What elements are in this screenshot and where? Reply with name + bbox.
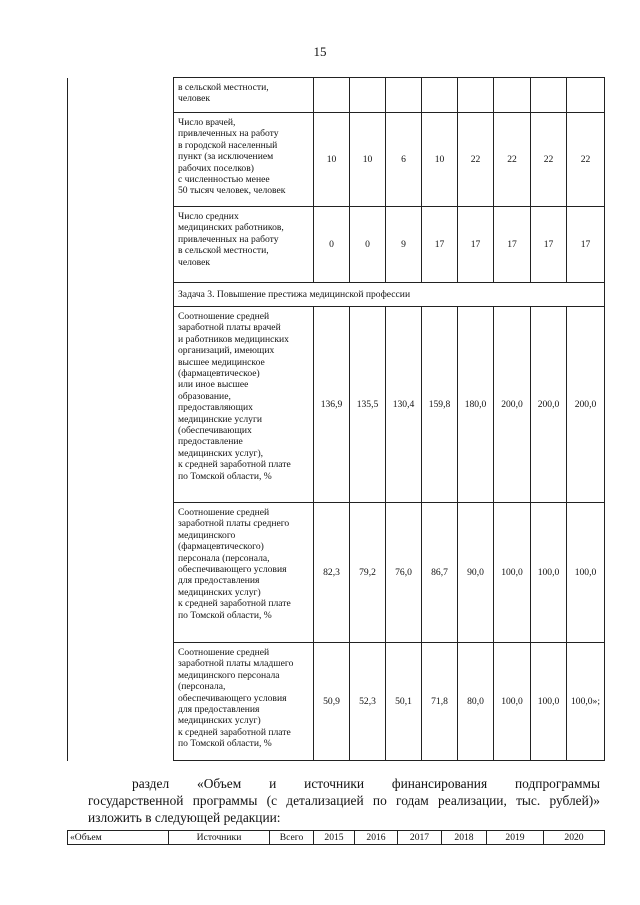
indicator-label: Соотношение средней заработной платы среднего медицинского (фармацевтического) персонала (персонала, обеспечивающего условия для предоставления медицинских услуг) к средней заработной плате по Томской области, % bbox=[174, 503, 314, 643]
indicator-value: 130,4 bbox=[386, 307, 422, 503]
indicator-value: 100,0 bbox=[531, 503, 567, 643]
indicator-value: 200,0 bbox=[567, 307, 605, 503]
indicator-row bbox=[68, 113, 605, 207]
paragraph-line-2 bbox=[88, 792, 600, 809]
blank-cell bbox=[68, 78, 174, 113]
paragraph-word: программы bbox=[192, 793, 258, 808]
paragraph-line-1 bbox=[88, 775, 600, 792]
financing-header-cell: 2016 bbox=[355, 831, 398, 845]
indicator-value: 100,0 bbox=[567, 503, 605, 643]
financing-header-cell: «Объем bbox=[68, 831, 169, 845]
financing-header-cell: 2017 bbox=[398, 831, 442, 845]
financing-header-cell: 2020 bbox=[544, 831, 605, 845]
indicator-value: 79,2 bbox=[350, 503, 386, 643]
blank-cell bbox=[68, 503, 174, 643]
financing-header-cell: 2015 bbox=[314, 831, 355, 845]
paragraph-word: раздел bbox=[132, 776, 170, 791]
indicator-value: 135,5 bbox=[350, 307, 386, 503]
blank-cell bbox=[68, 283, 174, 307]
financing-header-row bbox=[68, 831, 605, 845]
indicators-table bbox=[67, 77, 605, 761]
indicator-value bbox=[458, 78, 494, 113]
indicator-value: 17 bbox=[458, 207, 494, 283]
indicator-value: 136,9 bbox=[314, 307, 350, 503]
indicator-label: Соотношение средней заработной платы младшего медицинского персонала (персонала, обеспечивающего условия для предоставления медицинских услуг) к средней заработной плате по Томской области, % bbox=[174, 643, 314, 761]
paragraph-line-3: изложить в следующей редакции: bbox=[88, 810, 281, 825]
indicator-row bbox=[68, 643, 605, 761]
paragraph-word: и bbox=[269, 776, 277, 791]
paragraph-word: финансирования bbox=[391, 776, 488, 791]
indicator-value: 22 bbox=[494, 113, 531, 207]
indicator-value bbox=[531, 78, 567, 113]
indicator-value: 100,0 bbox=[531, 643, 567, 761]
page-number: 15 bbox=[313, 44, 327, 59]
paragraph-word: рублей)» bbox=[549, 793, 600, 808]
financing-header-cell: Источники bbox=[169, 831, 270, 845]
indicator-value: 200,0 bbox=[494, 307, 531, 503]
financing-header-cell: 2018 bbox=[442, 831, 487, 845]
indicator-value: 17 bbox=[422, 207, 458, 283]
indicator-row bbox=[68, 78, 605, 113]
amendment-paragraph bbox=[88, 775, 600, 826]
indicator-label: в сельской местности, человек bbox=[174, 78, 314, 113]
paragraph-word: (с bbox=[266, 793, 278, 808]
indicator-row bbox=[68, 207, 605, 283]
indicator-row bbox=[68, 307, 605, 503]
indicator-value: 200,0 bbox=[531, 307, 567, 503]
task-row bbox=[68, 283, 605, 307]
indicator-value: 22 bbox=[458, 113, 494, 207]
indicator-value: 159,8 bbox=[422, 307, 458, 503]
indicator-value: 100,0 bbox=[494, 643, 531, 761]
indicator-row bbox=[68, 503, 605, 643]
paragraph-word: годам bbox=[396, 793, 429, 808]
indicator-value: 9 bbox=[386, 207, 422, 283]
indicator-value: 0 bbox=[314, 207, 350, 283]
indicator-value: 10 bbox=[314, 113, 350, 207]
indicator-value bbox=[386, 78, 422, 113]
indicator-value: 80,0 bbox=[458, 643, 494, 761]
indicator-value bbox=[314, 78, 350, 113]
indicator-value: 22 bbox=[567, 113, 605, 207]
indicator-value: 0 bbox=[350, 207, 386, 283]
blank-cell bbox=[68, 643, 174, 761]
indicator-value: 50,9 bbox=[314, 643, 350, 761]
blank-cell bbox=[68, 207, 174, 283]
indicator-value: 90,0 bbox=[458, 503, 494, 643]
blank-cell bbox=[68, 307, 174, 503]
paragraph-word: «Объем bbox=[197, 776, 242, 791]
indicator-value: 71,8 bbox=[422, 643, 458, 761]
financing-table-header bbox=[67, 830, 605, 845]
indicator-value: 10 bbox=[422, 113, 458, 207]
paragraph-word: по bbox=[372, 793, 387, 808]
indicator-value bbox=[350, 78, 386, 113]
indicator-label: Соотношение средней заработной платы врачей и работников медицинских организаций, имеющих высшее медицинское (фармацевтическое) или иное высшее образование, предоставляющих медицинские услуги (обеспечивающих предоставление медицинских услуг), к средней заработной плате по Томской области, % bbox=[174, 307, 314, 503]
indicator-value: 17 bbox=[531, 207, 567, 283]
indicator-label: Число средних медицинских работников, привлеченных на работу в сельской местности, человек bbox=[174, 207, 314, 283]
indicator-value: 17 bbox=[494, 207, 531, 283]
indicator-value: 6 bbox=[386, 113, 422, 207]
indicator-value: 76,0 bbox=[386, 503, 422, 643]
indicator-value: 22 bbox=[531, 113, 567, 207]
indicator-label: Число врачей, привлеченных на работу в городской населенный пункт (за исключением рабочих поселков) с численностью менее 50 тысяч человек, человек bbox=[174, 113, 314, 207]
paragraph-word: тыс. bbox=[516, 793, 541, 808]
indicator-value: 100,0 bbox=[494, 503, 531, 643]
indicator-value bbox=[422, 78, 458, 113]
indicator-value bbox=[567, 78, 605, 113]
indicator-value: 50,1 bbox=[386, 643, 422, 761]
paragraph-word: детализацией bbox=[286, 793, 364, 808]
financing-header-cell: Всего bbox=[270, 831, 314, 845]
paragraph-word: реализации, bbox=[438, 793, 507, 808]
indicator-value: 10 bbox=[350, 113, 386, 207]
financing-header-cell: 2019 bbox=[487, 831, 544, 845]
indicator-value: 17 bbox=[567, 207, 605, 283]
paragraph-word: подпрограммы bbox=[515, 776, 600, 791]
paragraph-word: источники bbox=[304, 776, 365, 791]
indicator-value: 82,3 bbox=[314, 503, 350, 643]
task-heading: Задача 3. Повышение престижа медицинской профессии bbox=[174, 283, 605, 307]
indicator-value: 100,0»; bbox=[567, 643, 605, 761]
indicator-value: 86,7 bbox=[422, 503, 458, 643]
indicator-value bbox=[494, 78, 531, 113]
paragraph-word: государственной bbox=[88, 793, 184, 808]
blank-cell bbox=[68, 113, 174, 207]
indicator-value: 52,3 bbox=[350, 643, 386, 761]
indicator-value: 180,0 bbox=[458, 307, 494, 503]
